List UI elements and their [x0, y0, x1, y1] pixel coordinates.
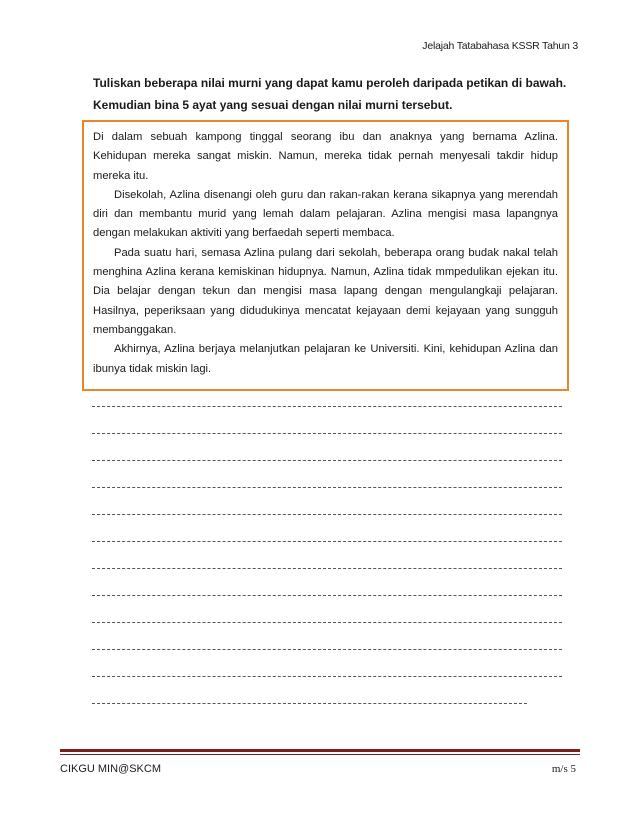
answer-line[interactable]	[92, 676, 562, 703]
footer-rule-thin	[60, 754, 580, 755]
footer-page-number: m/s 5	[551, 763, 576, 775]
answer-line[interactable]	[92, 487, 562, 514]
answer-lines	[92, 406, 562, 730]
footer-author: CIKGU MIN@SKCM	[60, 763, 162, 775]
passage-paragraph-1: Di dalam sebuah kampong tinggal seorang ibu dan anaknya yang bernama Azlina. Kehidupan mereka sangat miskin. Namun, mereka tidak pernah menyesali takdir hidup mereka itu.	[93, 131, 558, 182]
instruction-line-2: Kemudian bina 5 ayat yang sesuai dengan nilai murni tersebut.	[93, 98, 453, 112]
page-header-title: Jelajah Tatabahasa KSSR Tahun 3	[422, 40, 578, 52]
passage-box	[82, 120, 569, 391]
answer-line[interactable]	[92, 568, 562, 595]
passage-paragraph-3: Pada suatu hari, semasa Azlina pulang dari sekolah, beberapa orang budak nakal telah menghina Azlina kerana kemiskinan hidupnya. Namun, Azlina tidak mmpedulikan ejekan itu. Dia belajar dengan tekun dan mengisi masa lapang dengan mengulangkaji pelajaran. Hasilnya, peperiksaan yang didudukinya mencatat kejayaan demi kejayaan yang sungguh membanggakan.	[93, 246, 558, 336]
answer-line[interactable]	[92, 433, 562, 460]
answer-line[interactable]	[92, 406, 562, 433]
footer-rule	[60, 749, 580, 752]
passage-paragraph-2: Disekolah, Azlina disenangi oleh guru dan rakan-rakan kerana sikapnya yang merendah diri dan membantu murid yang lemah dalam pelajaran. Azlina mengisi masa lapangnya dengan melakukan aktiviti yang berfaedah seperti membaca.	[93, 188, 558, 240]
instructions	[93, 72, 573, 116]
answer-line[interactable]	[92, 460, 562, 487]
answer-line[interactable]	[92, 622, 562, 649]
passage-paragraph-4: Akhirnya, Azlina berjaya melanjutkan pelajaran ke Universiti. Kini, kehidupan Azlina dan ibunya tidak miskin lagi.	[93, 343, 558, 375]
answer-line[interactable]	[92, 649, 562, 676]
instruction-line-1: Tuliskan beberapa nilai murni yang dapat kamu peroleh daripada petikan di bawah.	[93, 76, 567, 90]
answer-line[interactable]	[92, 595, 562, 622]
answer-line[interactable]	[92, 541, 562, 568]
answer-line[interactable]	[92, 514, 562, 541]
answer-line[interactable]	[92, 703, 527, 730]
